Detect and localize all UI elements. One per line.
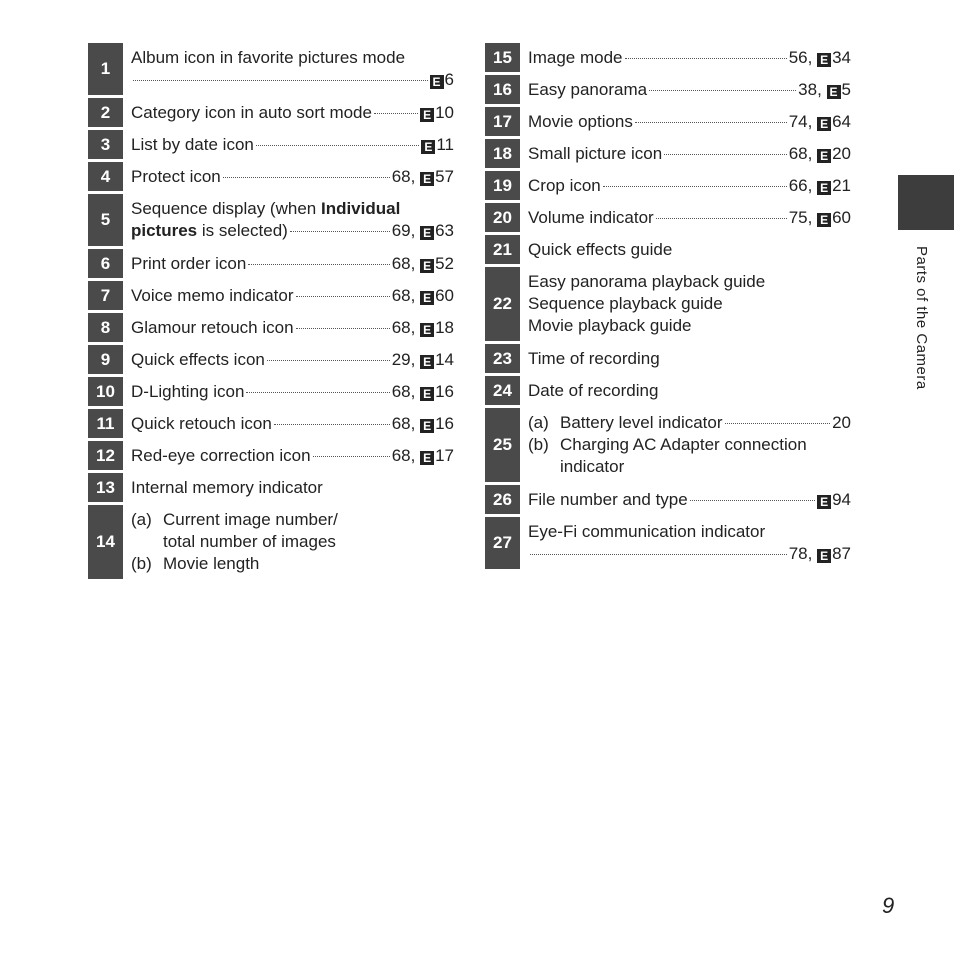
item-number: 6 (88, 249, 123, 278)
reference-e-icon: E (817, 53, 831, 67)
reference-e-icon: E (420, 451, 434, 465)
item-number: 10 (88, 377, 123, 406)
item-page-ref: 78, E 87 (788, 544, 851, 563)
list-item (88, 473, 454, 502)
reference-e-icon: E (817, 549, 831, 563)
reference-e-icon: E (817, 149, 831, 163)
list-item: 5 Sequence display (when Individual pictures is selected) 69, E 63 (88, 194, 454, 246)
item-number: 11 (88, 409, 123, 438)
reference-e-icon: E (420, 323, 434, 337)
list-item: 14 (a) Current image number/ total number of images (b) Movie length (88, 505, 454, 579)
item-number: 20 (485, 203, 520, 232)
list-item (485, 107, 851, 136)
item-label: Quick retouch icon (131, 414, 272, 433)
item-page-ref: 68, E 57 (391, 167, 454, 186)
reference-e-icon: E (420, 259, 434, 273)
item-number: 12 (88, 441, 123, 470)
item-page-ref: 56, E 34 (788, 48, 851, 67)
reference-e-icon: E (420, 108, 434, 122)
item-label: Eye-Fi communication indicator (528, 522, 766, 541)
item-label: Protect icon (131, 167, 221, 186)
reference-e-icon: E (817, 213, 831, 227)
item-number: 27 (485, 517, 520, 569)
item-label: Sequence playback guide (528, 294, 723, 313)
item-number: 5 (88, 194, 123, 246)
list-item (88, 130, 454, 159)
item-label: File number and type (528, 490, 688, 509)
item-label: Date of recording (528, 381, 659, 400)
reference-e-icon: E (420, 355, 434, 369)
item-number: 15 (485, 43, 520, 72)
reference-e-icon: E (817, 181, 831, 195)
list-item (485, 485, 851, 514)
reference-e-icon: E (420, 291, 434, 305)
item-label: Sequence display (when Individual (131, 199, 401, 218)
item-number: 4 (88, 162, 123, 191)
item-page-ref: 74, E 64 (788, 112, 851, 131)
item-label: Volume indicator (528, 208, 654, 227)
reference-e-icon: E (420, 387, 434, 401)
item-number: 23 (485, 344, 520, 373)
item-page-ref: 68, E 16 (391, 382, 454, 401)
item-number: 25 (485, 408, 520, 482)
item-page-ref: 20 (832, 413, 851, 432)
item-label: Movie length (163, 554, 260, 573)
item-number: 9 (88, 345, 123, 374)
item-number: 7 (88, 281, 123, 310)
list-item (88, 281, 454, 310)
item-page-ref: E 6 (430, 69, 454, 91)
item-number: 8 (88, 313, 123, 342)
item-label: Internal memory indicator (131, 478, 323, 497)
item-label: Glamour retouch icon (131, 318, 294, 337)
reference-e-icon: E (817, 495, 831, 509)
item-number: 19 (485, 171, 520, 200)
item-number: 1 (88, 43, 123, 95)
list-item (88, 43, 454, 95)
item-page-ref: 68, E 60 (391, 286, 454, 305)
item-page-ref: 75, E 60 (788, 208, 851, 227)
item-label: Album icon in favorite pictures mode (131, 48, 406, 67)
list-item (485, 344, 851, 373)
item-label: Easy panorama (528, 80, 648, 99)
list-item (485, 517, 851, 569)
item-page-ref: 68, E 20 (788, 144, 851, 163)
reference-e-icon: E (817, 117, 831, 131)
list-item (485, 376, 851, 405)
item-label: Small picture icon (528, 144, 663, 163)
list-item (485, 267, 851, 341)
page-number: 9 (882, 893, 895, 918)
list-item (88, 441, 454, 470)
list-item (88, 313, 454, 342)
item-page-ref: 68, E 52 (391, 254, 454, 273)
item-number: 13 (88, 473, 123, 502)
section-tab (898, 175, 954, 230)
right-column (485, 43, 851, 572)
item-label: Time of recording (528, 349, 660, 368)
item-label: Image mode (528, 48, 623, 67)
list-item (88, 377, 454, 406)
item-label: Red-eye correction icon (131, 446, 311, 465)
list-item (88, 345, 454, 374)
item-label: Category icon in auto sort mode (131, 103, 372, 122)
item-label: Easy panorama playback guide (528, 272, 766, 291)
item-number: 26 (485, 485, 520, 514)
item-label: Print order icon (131, 254, 247, 273)
item-page-ref: E 10 (420, 102, 454, 124)
item-number: 21 (485, 235, 520, 264)
list-item (485, 43, 851, 72)
item-label: Movie options (528, 112, 633, 131)
item-number: 17 (485, 107, 520, 136)
list-item (485, 203, 851, 232)
item-number: 24 (485, 376, 520, 405)
item-label: Quick effects guide (528, 240, 673, 259)
list-item (88, 409, 454, 438)
item-page-ref: 29, E 14 (391, 350, 454, 369)
item-label: Voice memo indicator (131, 286, 294, 305)
item-label: Movie playback guide (528, 316, 692, 335)
item-number: 2 (88, 98, 123, 127)
item-number: 14 (88, 505, 123, 579)
reference-e-icon: E (430, 75, 444, 89)
list-item (485, 139, 851, 168)
list-item: 25 (a) Battery level indicator 20 (b) Charging AC Adapter connection indicator (485, 408, 851, 482)
reference-e-icon: E (421, 140, 435, 154)
left-column (88, 43, 454, 582)
item-number: 18 (485, 139, 520, 168)
item-label: D-Lighting icon (131, 382, 245, 401)
reference-e-icon: E (420, 226, 434, 240)
item-label: List by date icon (131, 135, 254, 154)
item-label: Battery level indicator (560, 413, 723, 432)
item-number: 16 (485, 75, 520, 104)
item-page-ref: E 94 (817, 489, 851, 511)
list-item (88, 162, 454, 191)
item-label: Charging AC Adapter connection indicator (560, 435, 807, 476)
reference-e-icon: E (420, 419, 434, 433)
section-label: Parts of the Camera (913, 246, 930, 390)
item-label: Crop icon (528, 176, 601, 195)
item-label: Quick effects icon (131, 350, 265, 369)
item-number: 3 (88, 130, 123, 159)
item-number: 22 (485, 267, 520, 341)
item-page-ref: 66, E 21 (788, 176, 851, 195)
item-label: Current image number/ total number of images (163, 510, 338, 551)
list-item (88, 249, 454, 278)
item-page-ref: 69, E 63 (391, 221, 454, 240)
item-page-ref: 68, E 16 (391, 414, 454, 433)
list-item (485, 171, 851, 200)
reference-e-icon: E (827, 85, 841, 99)
item-page-ref: 68, E 17 (391, 446, 454, 465)
list-item (485, 235, 851, 264)
list-item (485, 75, 851, 104)
item-page-ref: E 11 (421, 134, 454, 156)
reference-e-icon: E (420, 172, 434, 186)
item-page-ref: 68, E 18 (391, 318, 454, 337)
item-page-ref: 38, E 5 (798, 80, 851, 99)
list-item (88, 98, 454, 127)
